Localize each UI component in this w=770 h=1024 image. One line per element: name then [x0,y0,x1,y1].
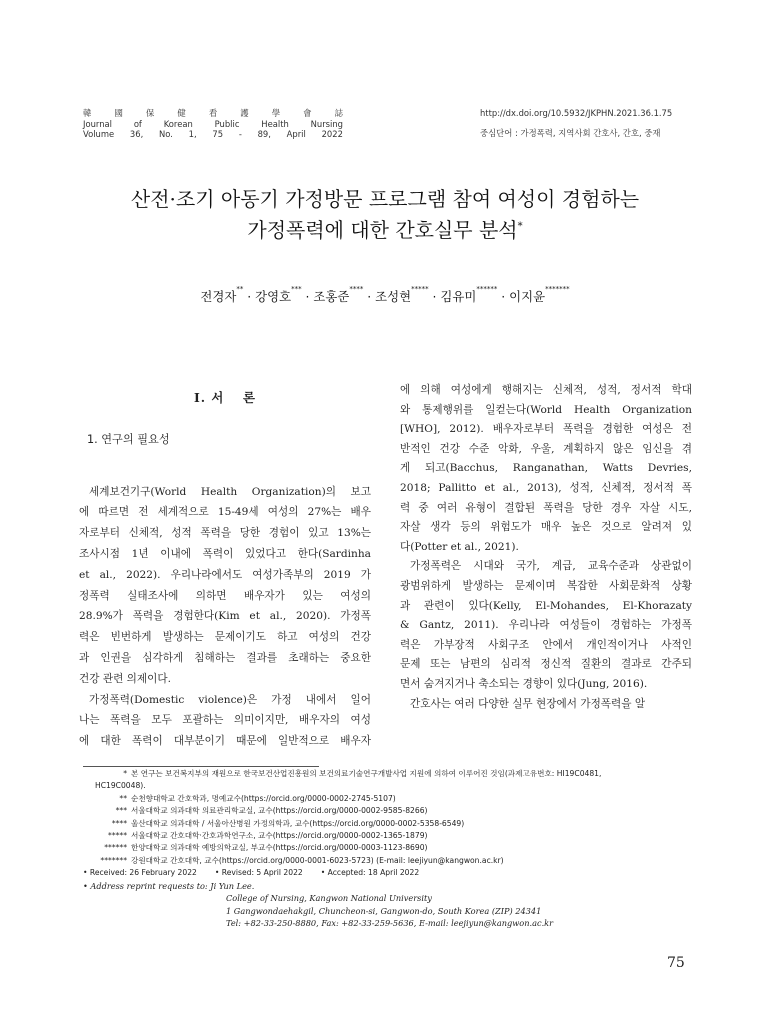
footnote-mark: ***** [108,831,127,841]
author-name: 김유미****** [440,285,498,304]
revised-date: • Revised: 5 April 2022 [214,868,303,878]
doi-link[interactable]: http://dx.doi.org/10.5932/JKPHN.2021.36.1.75 [480,108,673,118]
journal-volume-word: April [286,129,306,140]
body-text-line: 나는 폭력을 모두 포괄하는 의미이지만, 배우자의 여성 [79,714,371,727]
footnote [83,805,713,817]
body-text-line: 자살 생각 등의 위험도가 매우 높은 것으로 알려져 있 [400,521,692,534]
address-line-3: 1 Gangwondaehakgil, Chuncheon-si, Gangwon-do, South Korea (ZIP) 24341 [226,905,542,916]
body-text-line: 자로부터 신체적, 성적 폭력을 당한 경험이 있고 13%는 [79,527,371,540]
footnote-divider [83,766,319,767]
journal-volume-word: 36, [129,129,144,140]
footnote-text: 울산대학교 의과대학 / 서울아산병원 가정의학과, 교수(https://orcid.org/0000-0002-5358-6549) [131,818,465,828]
body-text-line: 과 인권을 심각하게 침해하는 결과를 초래하는 중요한 [79,651,371,664]
author-affiliation-mark: ***** [411,285,429,293]
body-text-line: [WHO], 2012). 배우자로부터 폭력을 경험한 여성은 전 [400,423,692,436]
body-text-line: 력은 빈번하게 발생하는 문제이기도 하고 여성의 건강 [79,631,371,644]
body-text-line: 게 되고(Bacchus, Ranganathan, Watts Devries, [400,462,692,475]
body-text-line: 가정폭력은 시대와 국가, 계급, 교육수준과 상관없이 [410,560,692,573]
footnote [83,830,713,842]
footnote-continuation: HC19C0048). [95,781,146,791]
section-heading: Ⅰ. 서 론 [193,390,257,405]
journal-korean-word: 健 [177,108,186,118]
journal-korean-word: 會 [303,108,312,118]
footnote [83,793,713,805]
footnote-text: 강원대학교 간호대학, 교수(https://orcid.org/0000-0001-6023-5723) (E-mail: leejiyun@kangwon.ac.kr) [131,855,504,865]
author-name: 이지윤******* [509,285,570,304]
body-text-line: 2018; Pallitto et al., 2013), 성적, 신체적, 정서적 폭 [400,481,692,494]
body-text-line: 정폭력 실태조사에 의하면 배우자가 있는 여성의 [79,589,371,602]
received-date: • Received: 26 February 2022 [83,868,197,878]
author-affiliation-mark: ****** [476,285,498,293]
journal-korean-word: 誌 [334,108,343,118]
submission-dates [83,867,713,879]
author-separator: · [428,289,441,304]
footnote [83,855,713,867]
author-affiliation-mark: ** [236,285,244,293]
journal-english-name [83,119,343,130]
author-affiliation-mark: *** [291,285,302,293]
journal-english-word: Korean [163,118,193,129]
footnote-mark: *** [115,806,127,816]
footnote-text: 본 연구는 보건복지부의 재원으로 한국보건산업진흥원의 보건의료기술연구개발사업 지원에 의하여 이루어진 것임(과제고유번호: HI19C0481, [131,769,602,778]
body-text-line: 과 관련이 있다(Kelly, El-Mohandes, El-Khorazaty [400,599,692,612]
footnote-mark: * [123,769,127,778]
body-text-line: 에 대한 폭력이 대부분이기 때문에 일반적으로 배우자 [79,735,371,748]
journal-korean-word: 護 [240,108,249,118]
correspondence-address [83,880,713,930]
accepted-date: • Accepted: 18 April 2022 [320,868,420,878]
body-text-line: 간호사는 여러 다양한 실무 현장에서 가정폭력을 알 [410,697,646,710]
footnote-mark: **** [111,818,127,828]
body-text-line: 력은 가부장적 사회구조 안에서 개인적이거나 사적인 [400,638,692,651]
address-line-4[interactable]: Tel: +82-33-250-8880, Fax: +82-33-259-5636, E-mail: leejiyun@kangwon.ac.kr [226,918,554,929]
journal-korean-word: 韓 [83,108,92,118]
title-footnote-mark: * [517,221,523,232]
title-line-1: 산전·조기 아동기 가정방문 프로그램 참여 여성이 경험하는 [130,187,640,211]
body-text-line: 에 따르면 전 세계적으로 15-49세 여성의 27%는 배우 [79,506,371,519]
author-list [40,287,730,305]
footnote-text: 서울대학교 의과대학 의료관리학교실, 교수(https://orcid.org/0000-0002-9585-8266) [131,806,428,816]
journal-korean-name [83,108,343,119]
author-separator: · [243,289,256,304]
journal-volume-word: 89, [257,129,271,140]
body-text-line: 조사시점 1년 이내에 폭력이 있었다고 한다(Sardinha [79,547,371,560]
author-name: 강영호*** [255,285,302,304]
journal-volume-word: 75 [212,129,224,140]
footnote-text: 서울대학교 간호대학·간호과학연구소, 교수(https://orcid.org/0000-0002-1365-1879) [131,831,428,841]
article-meta [480,108,710,138]
body-text-line: 광범위하게 발생하는 문제이며 복잡한 사회문화적 상황 [400,579,692,592]
body-text-line: 면서 숨겨지거나 축소되는 경향이 있다(Jung, 2016). [400,677,648,690]
footnote [83,768,713,780]
author-separator: · [301,289,314,304]
body-text-line: 다(Potter et al., 2021). [400,540,519,553]
title-line-2 [40,215,730,246]
page-number: 75 [667,955,685,971]
journal-volume-word: No. [158,129,173,140]
author-name: 전경자** [200,285,244,304]
article-title [40,184,730,246]
body-text-line: 력 중 여러 유형이 결합된 폭력을 당한 경우 자살 시도, [400,501,692,514]
body-text-line: 와 통제행위를 일컫는다(World Health Organization [400,403,692,416]
footnote-text: 순천향대학교 간호학과, 명예교수(https://orcid.org/0000-0002-2745-5107) [131,793,396,803]
footnote-text: 한양대학교 의과대학 예방의학교실, 부교수(https://orcid.org/0000-0003-1123-8690) [131,843,428,853]
author-affiliation-mark: ******* [545,285,570,293]
journal-volume-word: 2022 [321,129,343,140]
body-text-line: 문제 또는 남편의 심리적 정신적 질환의 결과로 간주되 [400,658,692,671]
footnote-list [83,768,713,867]
left-column-body [79,482,371,752]
author-separator: · [363,289,376,304]
body-text-line: 에 의해 여성에게 행해지는 신체적, 성적, 정서적 학대 [400,384,692,396]
journal-english-word: Health [261,118,289,129]
journal-korean-word: 看 [208,108,218,118]
right-column-body [400,381,692,714]
footnotes [83,768,713,930]
journal-korean-word: 保 [145,108,155,118]
subsection-heading: 1. 연구의 필요성 [87,432,170,446]
body-text-line: 건강 관련 의제이다. [79,672,171,685]
body-text-line: & Gantz, 2011). 우리나라 여성들이 경험하는 가정폭 [400,619,692,632]
journal-english-word: of [133,118,142,129]
title-line-2-text: 가정폭력에 대한 간호실무 분석 [247,218,518,242]
body-text-line: 반적인 건강 수준 악화, 우울, 계획하지 않은 임신을 겪 [400,442,692,455]
journal-korean-word: 學 [271,108,281,118]
left-column [79,388,371,752]
body-text-line: et al., 2022). 우리나라에서도 여성가족부의 2019 가 [79,568,371,581]
body-text-line: 가정폭력(Domestic violence)은 가정 내에서 일어 [89,693,371,706]
journal-english-word: Nursing [310,118,343,129]
footnote-mark: ******* [100,855,127,865]
address-line-1: • Address reprint requests to: Ji Yun Lee. [83,880,255,891]
author-name: 조홍준**** [313,285,364,304]
author-affiliation-mark: **** [349,285,364,293]
right-column [400,381,692,714]
footnote-mark: ** [119,793,127,803]
footnote-mark: ****** [104,843,127,853]
author-separator: · [497,289,510,304]
body-text-line: 세계보건기구(World Health Organization)의 보고 [89,485,371,498]
footnote [83,842,713,854]
body-text-line: 28.9%가 폭력을 경험한다(Kim et al., 2020). 가정폭 [79,610,371,623]
journal-english-word: Journal [83,118,112,129]
journal-volume-word: - [238,129,242,140]
author-name: 조성현***** [375,285,429,304]
journal-english-word: Public [214,118,240,129]
address-line-2: College of Nursing, Kangwon National University [226,893,432,904]
journal-volume-word: Volume [83,129,115,140]
journal-volume-word: 1, [188,129,197,140]
footnote [83,818,713,830]
keywords: 중심단어 : 가정폭력, 지역사회 간호사, 간호, 중재 [480,127,661,138]
journal-korean-word: 國 [114,108,123,118]
journal-info [83,108,343,140]
journal-volume-line [83,129,343,140]
